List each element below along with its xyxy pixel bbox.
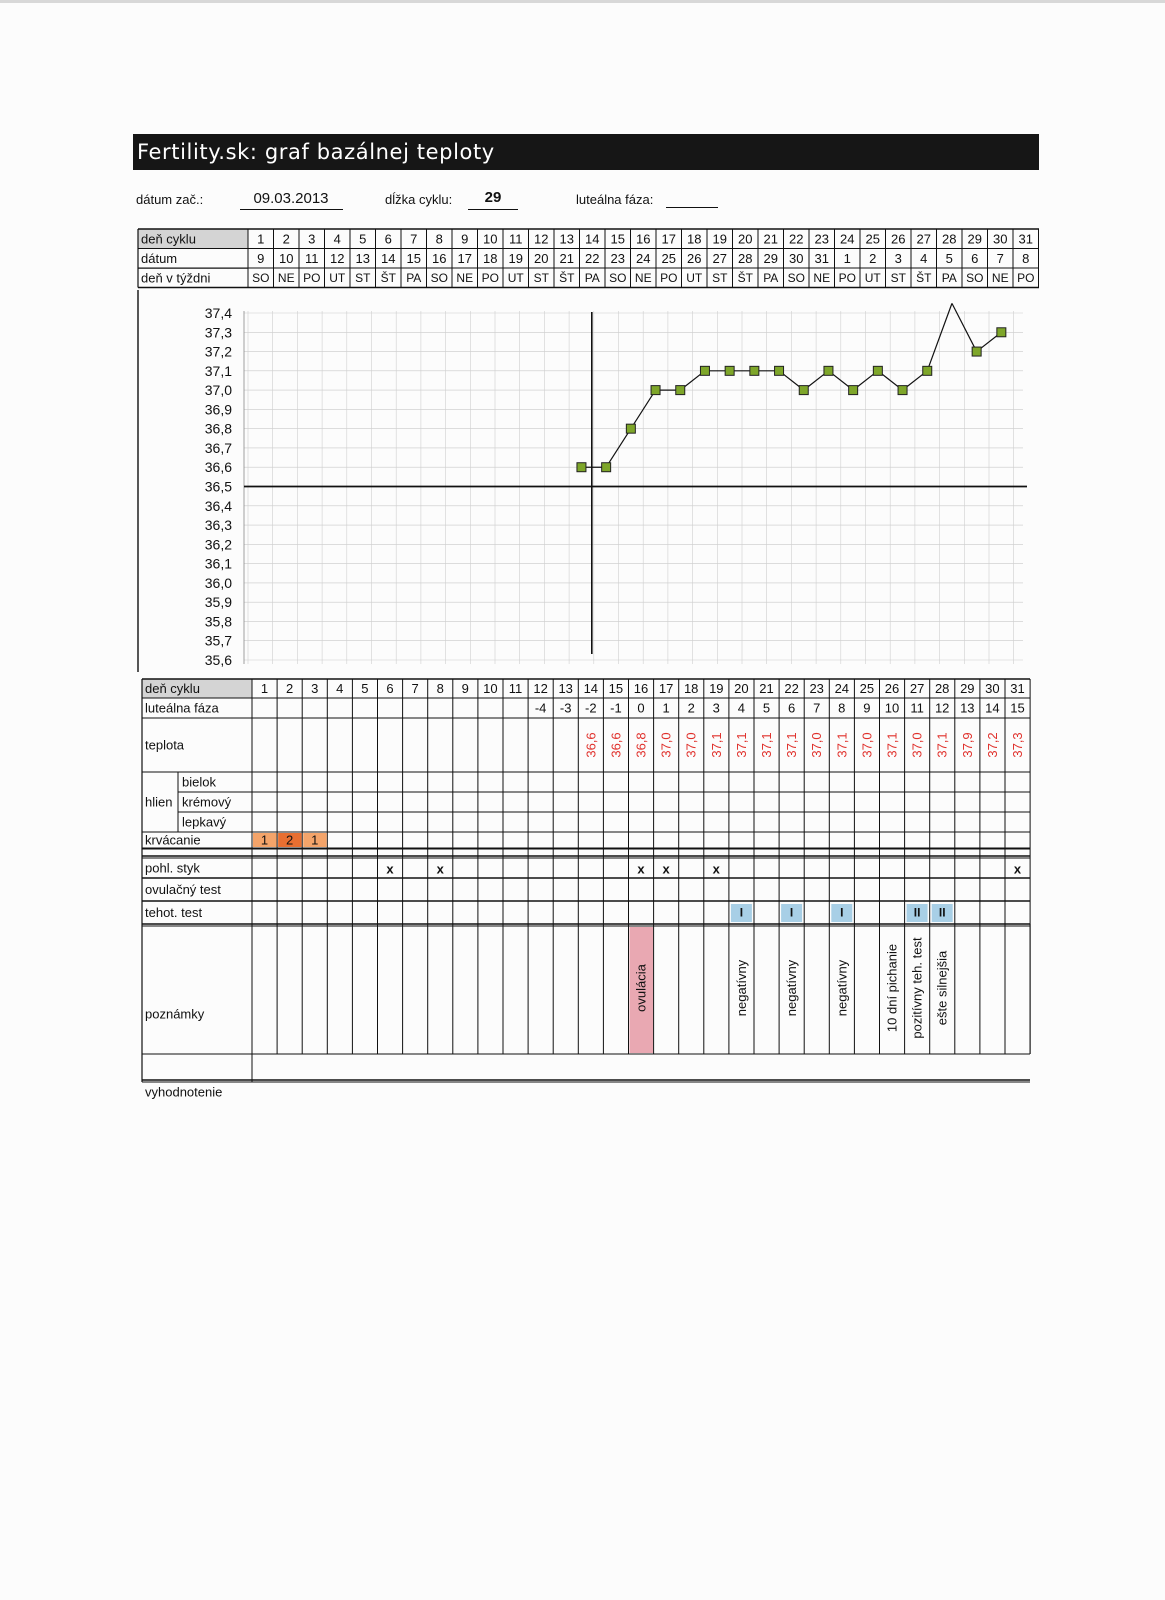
top-weekday-cell: NE xyxy=(991,270,1009,285)
temperature-point xyxy=(898,386,907,395)
bottom-cycle-day-cell: 9 xyxy=(461,681,469,696)
bottom-cycle-day-cell: 28 xyxy=(934,681,950,696)
chart-y-tick-label: 35,7 xyxy=(204,632,232,649)
luteal-number-cell: -3 xyxy=(559,700,572,716)
top-date-cell: 31 xyxy=(814,250,829,266)
top-weekday-cell: ST xyxy=(712,270,728,285)
temperature-cell: 37,0 xyxy=(809,732,825,758)
chart-y-tick-label: 37,3 xyxy=(204,324,232,341)
top-date-cell: 13 xyxy=(355,250,370,266)
top-date-cell: 30 xyxy=(789,250,804,266)
top-weekday-cell: PO xyxy=(481,270,499,285)
top-cycle-day-cell: 20 xyxy=(738,231,753,247)
top-date-cell: 17 xyxy=(457,250,472,266)
top-cycle-day-cell: 27 xyxy=(916,231,931,247)
intercourse-mark: x xyxy=(386,861,394,877)
luteal-number-cell: 9 xyxy=(863,700,871,716)
top-cycle-day-cell: 3 xyxy=(308,231,316,247)
top-weekday-cell: PA xyxy=(584,270,600,285)
bottom-cycle-day-cell: 19 xyxy=(709,681,724,696)
ovulation-test-label: ovulačný test xyxy=(145,882,221,897)
top-weekday-cell: SO xyxy=(252,270,270,285)
chart-y-tick-label: 36,4 xyxy=(204,497,232,514)
luteal-number-cell: 7 xyxy=(813,700,821,716)
top-cycle-day-cell: 13 xyxy=(559,231,574,247)
top-date-cell: 28 xyxy=(738,250,753,266)
note-text: negatívny xyxy=(733,959,749,1017)
temperature-point xyxy=(577,463,586,472)
luteal-number-cell: 12 xyxy=(934,700,950,716)
bottom-cycle-day-cell: 1 xyxy=(260,681,269,696)
temperature-point xyxy=(997,328,1006,337)
temperature-cell: 37,0 xyxy=(658,732,674,758)
chart-y-tick-label: 37,0 xyxy=(204,382,232,399)
chart-y-tick-label: 36,8 xyxy=(204,420,232,437)
chart-y-tick-label: 36,7 xyxy=(204,439,232,456)
luteal-number-cell: 10 xyxy=(884,700,900,716)
top-date-cell: 7 xyxy=(996,250,1004,266)
bottom-cycle-day-cell: 12 xyxy=(533,681,548,696)
top-date-cell: 21 xyxy=(559,250,574,266)
temperature-cell: 37,0 xyxy=(909,732,925,758)
top-weekday-cell: ST xyxy=(533,270,549,285)
top-cycle-day-label: deň cyklu xyxy=(141,231,196,247)
bleeding-value: 2 xyxy=(285,832,294,848)
top-date-cell: 10 xyxy=(279,250,294,266)
top-weekday-cell: SO xyxy=(430,270,448,285)
note-text: 10 dní pichanie xyxy=(884,943,900,1033)
top-cycle-day-cell: 17 xyxy=(661,231,676,247)
bottom-cycle-day-cell: 18 xyxy=(683,681,699,696)
top-date-cell: 20 xyxy=(534,250,549,266)
temperature-cell: 37,1 xyxy=(733,732,749,758)
top-date-cell: 15 xyxy=(406,250,421,266)
top-cycle-day-cell: 14 xyxy=(585,231,600,247)
temperature-cell: 37,3 xyxy=(1010,732,1025,758)
top-weekday-label: deň v týždni xyxy=(141,270,211,286)
top-cycle-day-cell: 11 xyxy=(509,231,523,247)
top-weekday-cell: NE xyxy=(277,270,295,285)
top-cycle-day-cell: 4 xyxy=(333,231,341,247)
bottom-cycle-day-cell: 23 xyxy=(809,681,824,696)
bottom-cycle-day-cell: 25 xyxy=(859,681,875,696)
top-date-label: dátum xyxy=(141,250,178,266)
top-cycle-day-cell: 18 xyxy=(687,231,702,247)
pregnancy-test-value: II xyxy=(938,905,946,920)
top-date-cell: 16 xyxy=(432,250,447,266)
bottom-luteal-label: luteálna fáza xyxy=(145,700,219,716)
top-date-cell: 9 xyxy=(257,250,265,266)
top-date-cell: 8 xyxy=(1022,250,1030,266)
top-cycle-day-cell: 31 xyxy=(1018,231,1033,247)
top-date-cell: 19 xyxy=(508,250,523,266)
bleeding-label: krvácanie xyxy=(145,832,201,848)
mucus-label: hlien xyxy=(145,794,173,810)
temperature-point xyxy=(725,366,734,375)
luteal-number-cell: 5 xyxy=(762,700,771,716)
note-text: ešte silnejšia xyxy=(934,950,950,1026)
luteal-number-cell: 14 xyxy=(985,700,1000,716)
luteal-number-cell: 0 xyxy=(637,700,645,716)
luteal-number-cell: -1 xyxy=(610,700,622,716)
chart-y-tick-label: 37,4 xyxy=(204,305,232,321)
top-date-cell: 22 xyxy=(585,250,600,266)
temperature-cell: 37,9 xyxy=(959,732,975,758)
top-weekday-cell: ST xyxy=(355,270,371,285)
bottom-cycle-day-cell: 31 xyxy=(1010,681,1025,696)
top-weekday-cell: ŠT xyxy=(916,270,932,285)
bottom-cycle-day-cell: 10 xyxy=(483,681,498,696)
bottom-cycle-day-cell: 4 xyxy=(336,681,344,696)
chart-y-tick-label: 35,8 xyxy=(204,613,232,630)
chart-y-tick-label: 36,2 xyxy=(204,536,232,553)
top-weekday-cell: PA xyxy=(941,270,957,285)
temperature-cell: 37,0 xyxy=(683,732,699,758)
bottom-temperature-label: teplota xyxy=(145,737,185,753)
intercourse-mark: x xyxy=(637,861,645,877)
pregnancy-test-value: I xyxy=(789,905,794,920)
note-text: pozitívny teh. test xyxy=(909,937,925,1039)
luteal-number-cell: 1 xyxy=(662,700,670,716)
bottom-cycle-day-cell: 26 xyxy=(884,681,900,696)
note-text: negatívny xyxy=(834,959,850,1017)
top-date-cell: 14 xyxy=(381,250,396,266)
top-weekday-cell: ŠT xyxy=(737,270,753,285)
bottom-cycle-day-cell: 8 xyxy=(436,681,444,696)
note-text: negatívny xyxy=(784,959,800,1017)
top-date-cell: 3 xyxy=(894,250,902,266)
pregnancy-test-value: I xyxy=(840,905,844,920)
temperature-cell: 37,1 xyxy=(934,732,950,758)
page-title: Fertility.sk: graf bazálnej teploty xyxy=(137,140,495,164)
top-weekday-cell: ŠT xyxy=(380,270,396,285)
top-weekday-cell: UT xyxy=(686,270,703,285)
top-weekday-cell: SO xyxy=(966,270,984,285)
temperature-cell: 36,6 xyxy=(583,732,599,758)
top-weekday-cell: UT xyxy=(507,270,524,285)
top-weekday-cell: PO xyxy=(838,270,856,285)
top-weekday-cell: NE xyxy=(456,270,474,285)
top-cycle-day-cell: 29 xyxy=(967,231,982,247)
top-cycle-day-cell: 2 xyxy=(282,231,290,247)
pregnancy-test-value: I xyxy=(739,905,744,920)
intercourse-mark: x xyxy=(1013,861,1022,877)
temperature-point xyxy=(775,366,784,375)
bottom-cycle-day-cell: 5 xyxy=(361,681,369,696)
top-date-cell: 11 xyxy=(305,250,319,266)
chart-y-tick-label: 35,6 xyxy=(204,652,232,668)
top-weekday-cell: PO xyxy=(660,270,678,285)
bottom-cycle-day-cell: 22 xyxy=(784,681,799,696)
chart-y-tick-label: 36,3 xyxy=(204,517,232,534)
top-weekday-cell: ST xyxy=(890,270,906,285)
top-weekday-cell: UT xyxy=(329,270,346,285)
top-cycle-day-cell: 10 xyxy=(483,231,498,247)
temperature-point xyxy=(972,347,981,356)
top-cycle-day-cell: 6 xyxy=(384,231,392,247)
chart-y-tick-label: 37,1 xyxy=(204,362,232,379)
temperature-point xyxy=(651,386,660,395)
top-cycle-day-cell: 28 xyxy=(942,231,957,247)
bottom-cycle-day-cell: 15 xyxy=(608,681,624,696)
top-cycle-day-cell: 26 xyxy=(891,231,906,247)
chart-y-tick-label: 36,6 xyxy=(204,459,232,476)
luteal-number-cell: 6 xyxy=(787,700,796,716)
luteal-number-cell: 3 xyxy=(712,700,720,716)
bottom-cycle-day-cell: 30 xyxy=(985,681,1000,696)
top-weekday-cell: PA xyxy=(763,270,779,285)
intercourse-mark: x xyxy=(662,861,670,877)
temperature-point xyxy=(602,463,611,472)
intercourse-mark: x xyxy=(712,861,720,877)
top-weekday-cell: PA xyxy=(406,270,422,285)
temperature-point xyxy=(700,366,709,375)
temperature-point xyxy=(626,424,635,433)
bottom-cycle-day-cell: 11 xyxy=(508,681,523,696)
chart-y-tick-label: 36,1 xyxy=(204,555,232,572)
top-cycle-day-cell: 1 xyxy=(257,231,265,247)
bottom-cycle-day-cell: 13 xyxy=(558,681,573,696)
top-cycle-day-cell: 25 xyxy=(865,231,880,247)
top-weekday-cell: SO xyxy=(609,270,627,285)
chart-y-tick-label: 36,9 xyxy=(204,401,232,418)
start-date-label: dátum zač.: xyxy=(136,192,204,207)
bottom-cycle-day-cell: 20 xyxy=(734,681,749,696)
luteal-number-cell: 13 xyxy=(960,700,975,716)
intercourse-mark: x xyxy=(436,861,444,877)
temperature-cell: 37,0 xyxy=(859,732,875,758)
mucus-sticky-label: lepkavý xyxy=(182,814,227,830)
top-date-cell: 18 xyxy=(483,250,498,266)
bottom-cycle-day-cell: 7 xyxy=(411,681,419,696)
temperature-point xyxy=(799,386,808,395)
top-date-cell: 5 xyxy=(945,250,953,266)
evaluation-label: vyhodnotenie xyxy=(145,1084,223,1100)
luteal-number-cell: 4 xyxy=(737,700,746,716)
top-date-cell: 1 xyxy=(843,250,851,266)
temperature-point xyxy=(824,366,833,375)
notes-label: poznámky xyxy=(145,1006,205,1022)
mucus-white-label: bielok xyxy=(182,774,216,790)
temperature-point xyxy=(676,386,685,395)
luteal-number-cell: 15 xyxy=(1010,700,1025,716)
start-date-value: 09.03.2013 xyxy=(253,190,329,207)
bottom-cycle-day-cell: 16 xyxy=(633,681,649,696)
bottom-cycle-day-cell: 6 xyxy=(386,681,394,696)
top-weekday-cell: ŠT xyxy=(559,270,575,285)
top-weekday-cell: NE xyxy=(634,270,652,285)
bottom-cycle-day-cell: 21 xyxy=(759,681,774,696)
bottom-cycle-day-cell: 17 xyxy=(658,681,674,696)
temperature-point xyxy=(923,366,932,375)
top-cycle-day-cell: 12 xyxy=(534,231,549,247)
top-weekday-cell: PO xyxy=(303,270,321,285)
temperature-cell: 37,1 xyxy=(884,732,900,758)
top-cycle-day-cell: 16 xyxy=(636,231,651,247)
bottom-cycle-day-cell: 3 xyxy=(311,681,319,696)
bottom-cycle-day-cell: 14 xyxy=(583,681,599,696)
top-date-cell: 27 xyxy=(712,250,727,266)
temperature-cell: 36,6 xyxy=(608,732,624,758)
top-date-cell: 6 xyxy=(971,250,979,266)
luteal-number-cell: 11 xyxy=(910,700,924,716)
top-cycle-day-cell: 15 xyxy=(610,231,625,247)
top-date-cell: 25 xyxy=(661,250,676,266)
top-cycle-day-cell: 19 xyxy=(712,231,727,247)
cycle-length-label: dĺžka cyklu: xyxy=(385,192,453,207)
chart-y-tick-label: 36,5 xyxy=(204,478,232,495)
temperature-cell: 37,2 xyxy=(984,732,1000,758)
top-date-cell: 2 xyxy=(869,250,877,266)
luteal-phase-label: luteálna fáza: xyxy=(576,192,654,207)
top-weekday-cell: NE xyxy=(813,270,831,285)
mucus-creamy-label: krémový xyxy=(182,794,232,810)
top-cycle-day-cell: 21 xyxy=(763,231,778,247)
top-date-cell: 23 xyxy=(610,250,625,266)
temperature-cell: 37,1 xyxy=(834,732,850,758)
temperature-cell: 37,1 xyxy=(759,732,774,758)
top-cycle-day-cell: 9 xyxy=(461,231,469,247)
temperature-cell: 37,1 xyxy=(784,732,800,758)
temperature-cell: 36,8 xyxy=(633,732,649,758)
bottom-cycle-day-cell: 24 xyxy=(834,681,850,696)
top-date-cell: 26 xyxy=(687,250,702,266)
temperature-point xyxy=(750,366,759,375)
bleeding-value: 1 xyxy=(260,832,269,848)
top-date-cell: 29 xyxy=(763,250,778,266)
top-weekday-cell: UT xyxy=(864,270,881,285)
bleeding-value: 1 xyxy=(311,832,319,848)
top-cycle-day-cell: 7 xyxy=(410,231,418,247)
pregnancy-test-label: tehot. test xyxy=(145,905,203,920)
luteal-number-cell: -4 xyxy=(534,700,547,716)
luteal-number-cell: 2 xyxy=(687,700,695,716)
temperature-point xyxy=(873,366,882,375)
top-weekday-cell: SO xyxy=(787,270,805,285)
top-date-cell: 12 xyxy=(330,250,345,266)
bottom-cycle-day-label: deň cyklu xyxy=(145,681,200,696)
temperature-point xyxy=(849,386,858,395)
intercourse-label: pohl. styk xyxy=(145,860,200,876)
cycle-length-value: 29 xyxy=(484,189,502,206)
top-cycle-day-cell: 23 xyxy=(814,231,829,247)
top-cycle-day-cell: 22 xyxy=(789,231,804,247)
top-weekday-cell: PO xyxy=(1017,270,1035,285)
top-date-cell: 4 xyxy=(920,250,928,266)
bottom-cycle-day-cell: 2 xyxy=(285,681,294,696)
chart-y-tick-label: 36,0 xyxy=(204,574,232,591)
bottom-cycle-day-cell: 29 xyxy=(960,681,975,696)
top-cycle-day-cell: 8 xyxy=(435,231,443,247)
luteal-number-cell: -2 xyxy=(585,700,597,716)
top-cycle-day-cell: 24 xyxy=(840,231,855,247)
top-cycle-day-cell: 30 xyxy=(993,231,1008,247)
chart-y-tick-label: 35,9 xyxy=(204,594,232,611)
top-cycle-day-cell: 5 xyxy=(359,231,367,247)
chart-y-tick-label: 37,2 xyxy=(204,343,232,360)
luteal-number-cell: 8 xyxy=(838,700,846,716)
top-date-cell: 24 xyxy=(636,250,651,266)
note-text: ovulácia xyxy=(633,964,649,1012)
pregnancy-test-value: II xyxy=(913,905,921,920)
bottom-cycle-day-cell: 27 xyxy=(909,681,925,696)
temperature-cell: 37,1 xyxy=(708,732,724,758)
